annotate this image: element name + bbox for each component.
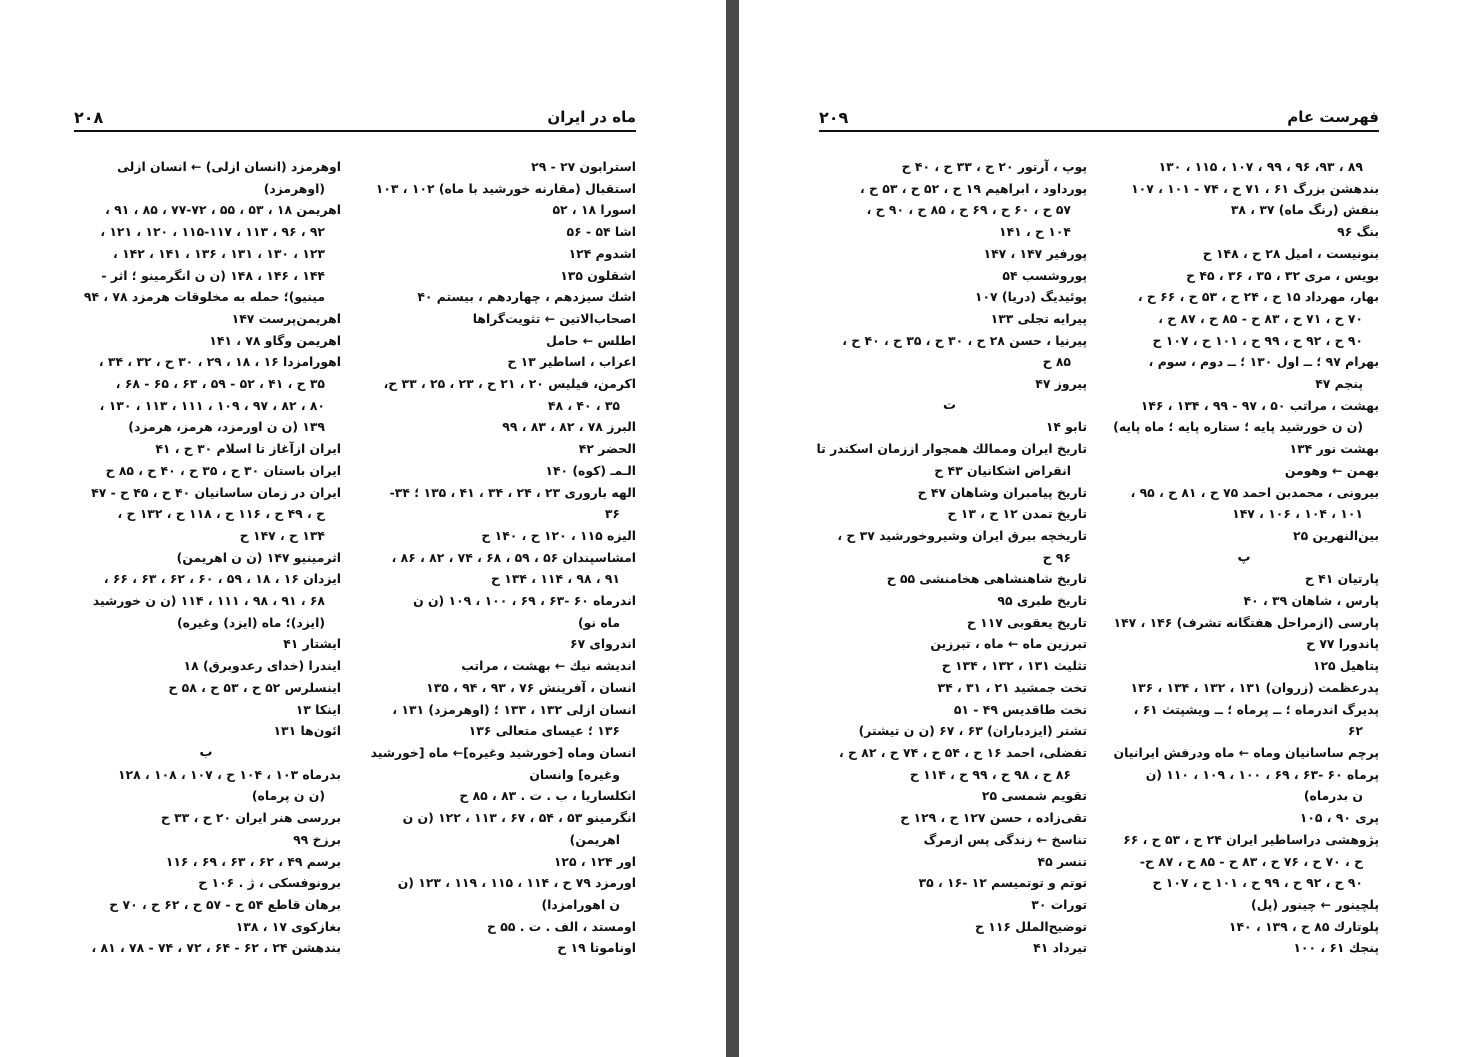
index-entry: پوپ ، آرتور ۲۰ ح ، ۳۳ ح ، ۴۰ ح (901, 159, 1087, 174)
index-entry: الهه باروری ۲۳ ، ۲۴ ، ۳۴ ، ۴۱ ، ۱۳۵ ؛ ۳۴- (389, 484, 636, 500)
right-running-title: فهرست عام (1287, 108, 1379, 126)
index-entry: توتم و توتمیسم ۱۲ -۱۶ ، ۳۵ (918, 875, 1087, 891)
left-page-index-column-2 (71, 156, 341, 959)
index-entry-continuation: ن اهورامزدا) (541, 896, 620, 912)
index-entry: ایران در زمان ساسانیان ۴۰ ح ، ۴۵ ح - ۴۷ (91, 484, 341, 500)
right-page (739, 0, 1465, 1057)
index-entry: تخت جمشید ۲۱ ، ۳۱ ، ۳۴ (937, 679, 1087, 695)
index-entry-continuation: ۱۲۳ ، ۱۳۰ ، ۱۳۱ ، ۱۳۶ ، ۱۴۱ ، ۱۴۲ ، (113, 245, 325, 261)
index-entry: بنفش (رنگ ماه) ۳۷ ، ۳۸ (1230, 202, 1379, 218)
index-entry: الیزه ۱۱۵ ، ۱۲۰ ح ، ۱۴۰ ح (481, 527, 636, 543)
index-entry: بندهشن ۲۴ ، ۶۲ - ۶۴ ، ۷۲ ، ۷۴ - ۷۸ ، ۸۱ ، (91, 940, 341, 956)
index-entry-continuation: ۹۶ ح (1042, 549, 1071, 565)
index-entry: پورداود ، ابراهیم ۱۹ ح ، ۵۲ ح ، ۵۳ ح ، (860, 180, 1087, 196)
index-entry: اومستد ، الف . ت . ۵۵ ح (487, 918, 636, 934)
index-entry-continuation: ن بدرماه) (1303, 788, 1363, 804)
index-entry: اشقلون ۱۳۵ (560, 267, 636, 283)
index-entry: انسان ، آفرینش ۷۶ ، ۹۳ ، ۹۴ ، ۱۳۵ (426, 679, 636, 695)
index-entry: تورات ۳۰ (1031, 896, 1087, 912)
index-entry-continuation: ۳۵ ، ۴۰ ، ۴۸ (547, 397, 620, 413)
index-entry: اینسلرس ۵۲ ح ، ۵۳ ح ، ۵۸ ح (168, 679, 341, 695)
index-entry-continuation: ح ، ۷۰ ح ، ۷۶ ح ، ۸۳ ح - ۸۵ ح ، ۸۷ ح- (1139, 853, 1363, 869)
index-entry-continuation: ۱۰۴ ح ، ۱۴۱ (999, 224, 1071, 240)
index-entry: اسورا ۱۸ ، ۵۲ (552, 202, 636, 218)
right-page-number: ۲۰۹ (819, 108, 849, 127)
index-entry: بررسی هنر ایران ۲۰ ح ، ۳۳ ح (160, 810, 341, 826)
index-entry: پیرنیا ، حسن ۲۸ ح ، ۳۰ ح ، ۳۵ ح ، ۴۰ ح ، (842, 332, 1087, 348)
index-entry: پارس ، شاهان ۳۹ ، ۴۰ (1243, 593, 1379, 609)
index-entry: بویس ، مری ۳۲ ، ۳۵ ، ۳۶ ، ۴۵ ح (1186, 267, 1379, 283)
index-section-letter: پ (1237, 549, 1251, 565)
index-entry: برهان قاطع ۵۴ ح - ۵۷ ح ، ۶۲ ح ، ۷۰ ح (109, 896, 341, 912)
left-page (0, 0, 726, 1057)
right-page-index-column-2 (812, 156, 1087, 959)
index-entry: پاندورا ۷۷ ح (1306, 636, 1379, 652)
index-entry-continuation: (ن ن پرماه) (251, 788, 325, 804)
index-entry-continuation: (ن ن خورشید پایه ؛ ستاره پایه ؛ ماه پایه) (1113, 419, 1363, 435)
index-entry: تابو ۱۴ (1045, 419, 1087, 435)
index-entry: تقویم شمسی ۲۵ (981, 788, 1087, 804)
index-entry-continuation: ۹۲ ، ۹۶ ، ۱۱۳ ، ۱۱۵-۱۱۷ ، ۱۲۰ ، ۱۲۱ ، (100, 224, 325, 240)
index-entry-continuation: ۸۶ ح ، ۹۸ ح ، ۹۹ ح ، ۱۱۴ ح (909, 766, 1071, 782)
index-entry: تاریخ ایران وممالك همجوار اززمان اسکندر تا (816, 441, 1087, 457)
index-entry: تاریخ طبری ۹۵ (997, 593, 1087, 609)
index-entry: بیرونی ، محمدبن احمد ۷۵ ح ، ۸۱ ح ، ۹۵ ، (1130, 484, 1379, 500)
index-entry: تیرداد ۴۱ (1033, 940, 1087, 956)
index-entry: امشاسپندان ۵۶ ، ۵۹ ، ۶۸ ، ۷۴ ، ۸۲ ، ۸۶ ، (391, 549, 636, 565)
index-entry: اشك سیزدهم ، چهاردهم ، بیستم ۴۰ (417, 289, 636, 305)
index-entry: اشدوم ۱۲۴ (568, 245, 636, 261)
index-entry: اشا ۵۴ - ۵۶ (566, 224, 636, 240)
index-entry: انسان ازلی ۱۳۲ ، ۱۳۳ ؛ (اوهرمزد) ۱۳۱ ، (392, 701, 636, 717)
index-entry: پوروشسب ۵۴ (1002, 267, 1087, 283)
index-entry-continuation: ۸۰ ، ۸۲ ، ۹۷ ، ۱۰۹ ، ۱۱۱ ، ۱۱۳ ، ۱۳۰ ، (99, 397, 325, 413)
index-entry: تفضلی، احمد ۱۶ ح ، ۵۴ ح ، ۷۴ ح ، ۸۲ ح ، (839, 744, 1087, 760)
index-entry: پدرعظمت (زروان) ۱۳۱ ، ۱۳۲ ، ۱۳۴ ، ۱۳۶ (1130, 679, 1379, 695)
index-entry: انسان وماه [خورشید وغیره]← ماه [خورشید (370, 744, 636, 760)
index-entry: تناسخ ← زندگی پس ازمرگ (923, 831, 1087, 847)
index-entry-continuation: وغیره] وانسان (529, 766, 620, 782)
index-entry: اهریمن وگاو ۷۸ ، ۱۴۱ (209, 332, 341, 348)
index-entry-continuation: ماه نو) (577, 614, 620, 630)
index-entry: تاریخ شاهنشاهی هخامنشی ۵۵ ح (886, 571, 1087, 587)
index-entry: پژوهشی دراساطیر ایران ۲۴ ح ، ۵۳ ح ، ۶۶ (1123, 831, 1379, 847)
index-entry: پلوتارك ۸۵ ح ، ۱۳۹ ، ۱۴۰ (1228, 918, 1379, 934)
index-entry: بهشت نور ۱۳۴ (1289, 441, 1379, 457)
index-entry: بغازکوی ۱۷ ، ۱۳۸ (235, 918, 341, 934)
index-entry: پنجك ۶۱ ، ۱۰۰ (1293, 940, 1379, 956)
index-entry-continuation: ۱۴۴ ، ۱۴۶ ، ۱۴۸ (ن ن انگرمینو ؛ اثر - (101, 267, 325, 283)
index-entry-continuation: ۱۳۴ ح ، ۱۴۷ ح (239, 527, 325, 543)
index-entry: پرماه ۶۰ -۶۳ ، ۶۹ ، ۱۰۰ ، ۱۰۹ ، ۱۱۰ (ن (1145, 766, 1379, 782)
index-entry: استقبال (مقارنه خورشید با ماه) ۱۰۲ ، ۱۰۳ (375, 180, 636, 196)
index-entry-continuation: ۹۰ ح ، ۹۲ ح ، ۹۹ ح ، ۱۰۱ ح ، ۱۰۷ ح (1152, 332, 1363, 348)
index-entry: ایران باستان ۳۰ ح ، ۳۵ ح ، ۴۰ ح ، ۸۵ ح (105, 462, 341, 478)
index-entry: بهار، مهرداد ۱۵ ح ، ۲۴ ح ، ۵۳ ح ، ۶۶ ح ، (1137, 289, 1379, 305)
index-entry: پلچینور ← چینور (پل) (1251, 896, 1379, 912)
index-entry-continuation: ۶۸ ، ۹۱ ، ۹۸ ، ۱۱۱ ، ۱۱۴ (ن ن خورشید (92, 593, 325, 609)
index-entry: اندیشه نیك ← بهشت ، مراتب (461, 658, 636, 674)
index-entry: اندروای ۶۷ (570, 636, 636, 652)
index-entry: پورفیر ۱۴۷ ، ۱۴۷ (983, 245, 1087, 261)
index-entry: اهریمن‌پرست ۱۴۷ (231, 310, 341, 326)
index-entry-continuation: مینیو)؛ حمله به مخلوقات هرمزد ۷۸ ، ۹۴ (83, 289, 325, 305)
left-running-title: ماه در ایران (547, 108, 636, 126)
index-entry-continuation: ۸۹ ، ۹۳، ۹۶ ، ۹۹ ، ۱۰۷ ، ۱۱۵ ، ۱۳۰ (1158, 159, 1363, 174)
index-entry-continuation: ۳۶ (604, 506, 620, 522)
index-entry-continuation: ۱۰۱ ، ۱۰۴ ، ۱۰۶ ، ۱۴۷ (1232, 506, 1363, 522)
index-entry: بنگ ۹۶ (1337, 224, 1379, 240)
index-entry: توضیح‌الملل ۱۱۶ ح (975, 918, 1087, 934)
index-entry: پارتیان ۴۱ ح (1304, 571, 1379, 587)
index-entry: اور ۱۲۴ ، ۱۲۵ (553, 853, 636, 869)
index-entry: بهشت ، مراتب ۵۰ ، ۹۷ - ۹۹ ، ۱۳۴ ، ۱۴۶ (1140, 397, 1379, 413)
index-entry-continuation: ۳۵ ح ، ۴۱ ، ۵۲ - ۵۹ ، ۶۳ ، ۶۵ - ۶۸ ، (115, 376, 325, 392)
right-page-index-column-1 (1109, 156, 1379, 959)
left-page-number: ۲۰۸ (74, 108, 104, 127)
index-entry-continuation: (اوهرمزد) (263, 180, 325, 196)
index-entry: اوناموتا ۱۹ ح (557, 940, 636, 956)
index-entry: اهریمن ۱۸ ، ۵۳ ، ۵۵ ، ۷۲-۷۷ ، ۸۵ ، ۹۱ ، (105, 202, 341, 218)
index-entry: الـمـ (کوه) ۱۴۰ (545, 462, 636, 478)
index-entry-continuation: ۹۰ ح ، ۹۲ ح ، ۹۹ ح ، ۱۰۱ ح ، ۱۰۷ ح (1152, 875, 1363, 891)
index-entry: الحضر ۴۲ (578, 441, 636, 457)
index-entry: ایندرا (خدای رعدوبرق) ۱۸ (183, 658, 341, 674)
index-entry: برسم ۴۹ ، ۶۲ ، ۶۳ ، ۶۹ ، ۱۱۶ (165, 853, 341, 869)
index-entry: ایزدان ۱۶ ، ۱۸ ، ۵۹ ، ۶۰ ، ۶۲ ، ۶۳ ، ۶۶ ، (103, 571, 341, 587)
index-entry: اعراب ، اساطیر ۱۳ ح (507, 354, 636, 370)
index-entry-continuation: ۹۱ ، ۹۸ ، ۱۱۴ ، ۱۳۴ ح (491, 571, 620, 587)
index-entry-continuation: اهریمن) (569, 831, 620, 847)
index-entry: پدیرگ اندرماه ؛ ــ پرماه ؛ ــ ویشپتث ۶۱ ، (1133, 701, 1379, 717)
index-entry: تبرزین ماه ← ماه ، تبرزین (930, 636, 1087, 652)
index-entry: بین‌النهرین ۲۵ (1293, 527, 1379, 543)
index-entry: بهمن ← وهومن (1284, 462, 1379, 478)
left-page-header (74, 104, 636, 132)
index-entry: بدرماه ۱۰۳ ، ۱۰۴ ح ، ۱۰۷ ، ۱۰۸ ، ۱۲۸ (117, 766, 341, 782)
index-entry: اورمزد ۷۹ ح ، ۱۱۴ ، ۱۱۵ ، ۱۱۹ ، ۱۲۳ (ن (397, 875, 636, 891)
index-entry: تاریخ تمدن ۱۲ ح ، ۱۳ ح (947, 506, 1087, 522)
index-entry: اهورامزدا ۱۶ ، ۱۸ ، ۲۹ ، ۳۰ ح ، ۳۲ ، ۳۴ ، (98, 354, 341, 370)
index-entry-continuation: ۸۵ ح (1042, 354, 1071, 370)
index-entry: ایشتار ۴۱ (283, 636, 341, 652)
index-entry: اینکا ۱۳ (295, 701, 341, 717)
index-entry-continuation: ۱۳۶ ؛ عیسای متعالی ۱۳۶ (468, 723, 620, 739)
index-entry-continuation: ۷۰ ح ، ۷۱ ح ، ۸۳ ح - ۸۵ ح ، ۸۷ ح ، (1158, 310, 1363, 326)
index-entry: تخت طاقدیس ۴۹ - ۵۱ (953, 701, 1087, 717)
index-entry: تشتر (ایزدباران) ۶۳ ، ۶۷ (ن ن تیشتر) (858, 723, 1087, 739)
index-entry: اثرمینیو ۱۴۷ (ن ن اهریمن) (176, 549, 341, 565)
index-entry: ایران ازآغاز تا اسلام ۳۰ ح ، ۴۱ (155, 441, 341, 457)
index-entry: استرابون ۲۷ - ۲۹ (531, 159, 636, 174)
index-entry: پتاهیل ۱۲۵ (1312, 658, 1379, 674)
index-entry: اندرماه ۶۰ -۶۳ ، ۶۹ ، ۱۰۰ ، ۱۰۹ (ن ن (413, 593, 636, 609)
index-entry: بندهشن بزرگ ۶۱ ، ۷۱ ح ، ۷۴ - ۱۰۱ ، ۱۰۷ (1131, 180, 1379, 196)
index-entry-continuation: ح ، ۴۹ ح ، ۱۱۶ ح ، ۱۱۸ ح ، ۱۳۲ ح ، (117, 506, 325, 522)
index-entry: اصحاب‌الاتین ← تثویت‌گراها (472, 310, 636, 326)
index-entry: تاریخ یعقوبی ۱۱۷ ح (966, 614, 1087, 630)
index-entry-continuation: ۶۲ (1347, 723, 1363, 739)
index-entry: تقی‌زاده ، حسن ۱۲۷ ح ، ۱۲۹ ح (900, 810, 1087, 826)
index-entry: پری ۹۰ ، ۱۰۵ (1299, 810, 1379, 826)
book-spine (726, 0, 739, 1057)
index-entry: پارسی (ازمراحل هفتگانه تشرف) ۱۴۶ ، ۱۴۷ (1113, 614, 1379, 630)
index-entry: پیروز ۴۷ (1035, 376, 1087, 392)
index-section-letter: ت (942, 397, 957, 413)
index-entry: برونوفسکی ، ژ . ۱۰۶ ح (198, 875, 341, 891)
index-entry: اطلس ← حامل (546, 332, 636, 348)
index-entry: انکلساریا ، ب . ت . ۸۳ ، ۸۵ ح (459, 788, 636, 804)
index-entry: تاریخ پیامبران وشاهان ۴۷ ح (917, 484, 1087, 500)
index-entry: پرچم ساسانیان وماه ← ماه ودرفش ایرانیان (1113, 744, 1379, 760)
index-entry-continuation: پنجم ۴۷ (1315, 376, 1363, 392)
left-page-index-column-1 (361, 156, 636, 959)
index-entry: برزخ ۹۹ (293, 831, 341, 847)
index-entry: انگرمینو ۵۳ ، ۵۴ ، ۶۷ ، ۱۱۳ ، ۱۲۲ (ن ن (402, 810, 636, 826)
index-entry-continuation: ۱۳۹ (ن ن اورمزد، هرمز، هرمزد) (128, 419, 325, 435)
index-entry-continuation: انقراض اشکانیان ۴۳ ح (934, 462, 1071, 478)
index-entry: البرز ۷۸ ، ۸۲ ، ۸۳ ، ۹۹ (502, 419, 636, 435)
index-section-letter: ب (199, 744, 213, 760)
index-entry: پوئیدیگ (دریا) ۱۰۷ (974, 289, 1087, 305)
index-entry: بهرام ۹۷ ؛ ــ اول ۱۳۰ ؛ ــ دوم ، سوم ، (1148, 354, 1379, 370)
index-entry: تنسر ۴۵ (1037, 853, 1087, 869)
index-entry: ائون‌ها ۱۳۱ (273, 723, 341, 739)
index-entry: تثلیث ۱۳۱ ، ۱۳۲ ، ۱۳۴ ح (941, 658, 1087, 674)
index-entry-continuation: (ایزد)؛ ماه (ایزد) وغیره) (176, 614, 325, 630)
index-entry-continuation: ۵۷ ح ، ۶۰ ح ، ۶۹ ح ، ۸۵ ح ، ۹۰ ح ، (866, 202, 1071, 218)
index-entry: پیرایه تجلی ۱۳۳ (990, 310, 1087, 326)
index-entry: اکرمن، فیلیس ۲۰ ، ۲۱ ح ، ۲۳ ، ۲۵ ، ۳۳ ح، (383, 376, 636, 392)
right-page-header (819, 104, 1379, 132)
index-entry: اوهرمزد (انسان ازلی) ← انسان ازلی (117, 159, 341, 174)
index-entry: بنونیست ، امیل ۲۸ ح ، ۱۴۸ ح (1202, 245, 1379, 261)
index-entry: تاریخچه بیرق ایران وشیروخورشید ۳۷ ح ، (837, 527, 1087, 543)
